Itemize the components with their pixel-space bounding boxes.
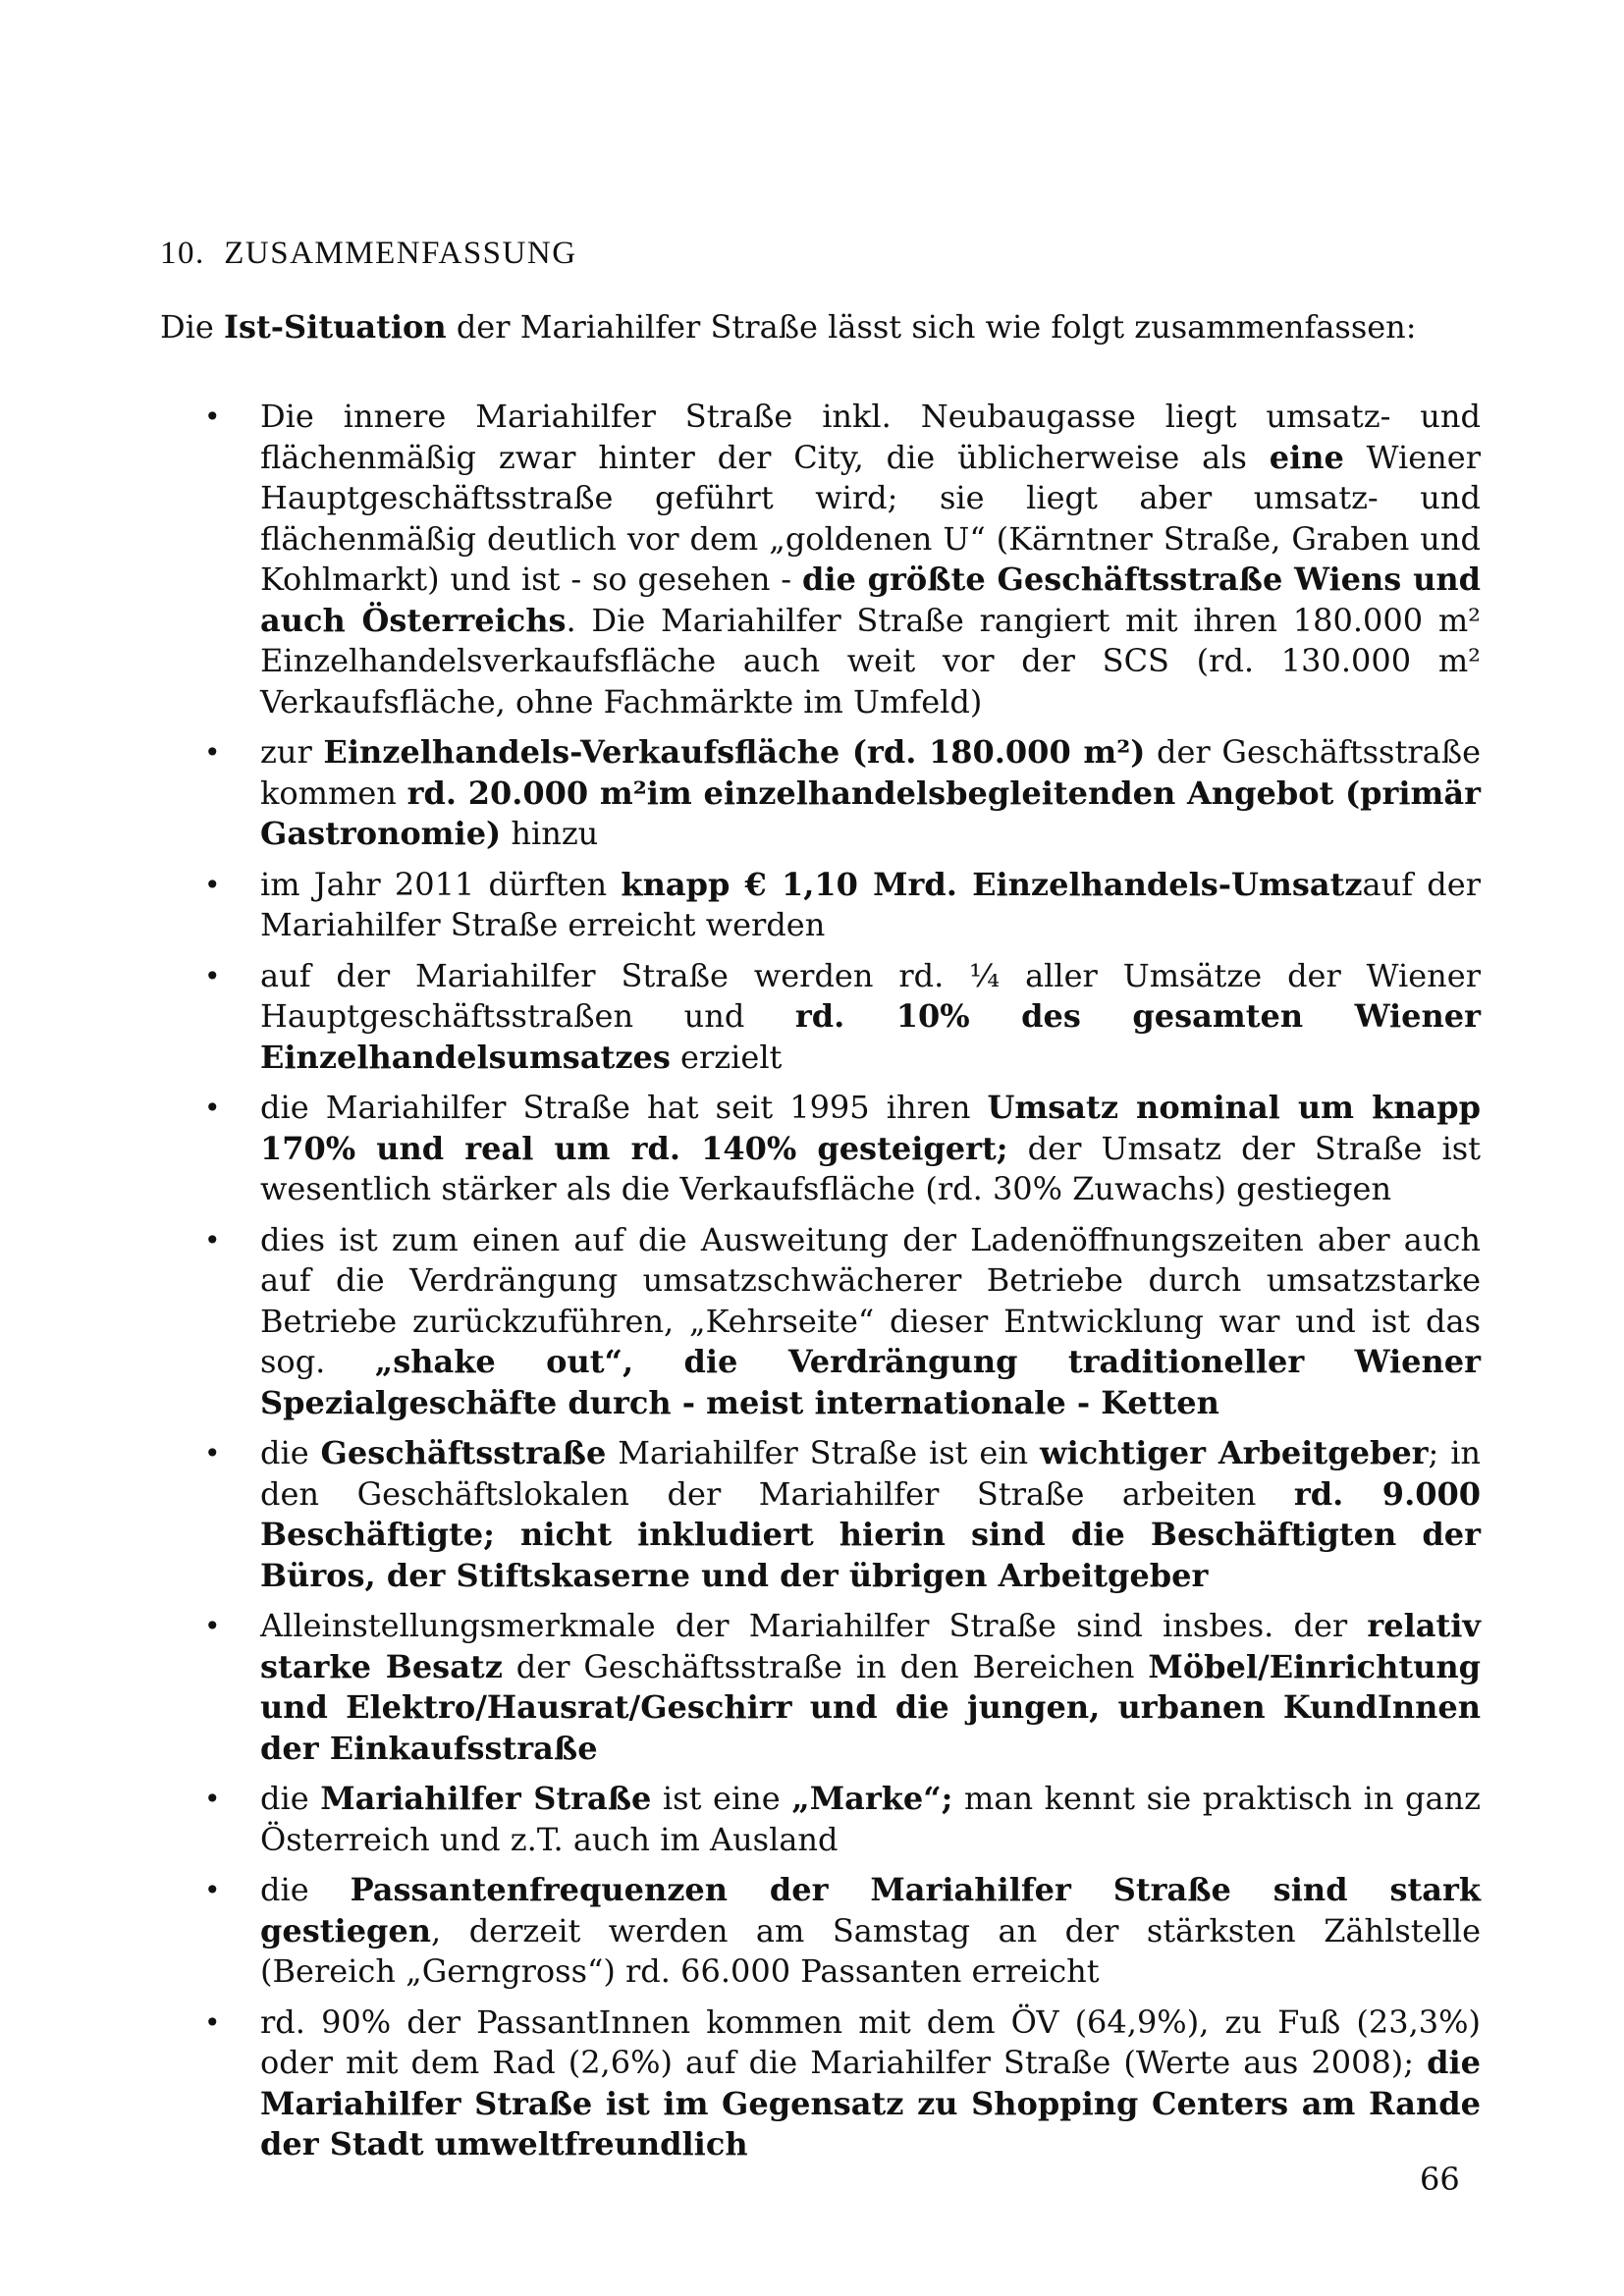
text-run: man kennt sie praktisch in ganz Österreich und z.T. auch im Ausland xyxy=(260,1780,1482,1858)
text-run: die xyxy=(260,1871,351,1908)
text-run: . Die Mariahilfer Straße rangiert mit ihren 180.000 m² Einzelhandelsverkaufsfläche auch weit vor der SCS (rd. 130.000 m² Verkaufsfläche, ohne Fachmärkte im Umfeld) xyxy=(260,601,1481,721)
summary-list-item xyxy=(160,1606,1481,1769)
text-run: Alleinstellungsmerkmale der Mariahilfer Straße sind insbes. der xyxy=(260,1607,1368,1644)
summary-list-item xyxy=(160,397,1481,722)
text-run: , derzeit werden am Samstag an der stärksten Zählstelle (Bereich „Gerngross“) rd. 66.000 Passanten erreicht xyxy=(260,1911,1481,1990)
summary-list-item xyxy=(160,956,1481,1079)
bold-text: Mariahilfer Straße xyxy=(320,1780,652,1817)
bold-text: wichtiger Arbeitgeber xyxy=(1040,1434,1429,1471)
bold-text: die größte Geschäftsstraße Wiens und auch Österreichs xyxy=(260,561,1482,639)
text-run: auf der Mariahilfer Straße erreicht werden xyxy=(260,865,1482,943)
text-run: rd. 90% der PassantInnen kommen mit dem ÖV (64,9%), zu Fuß (23,3%) oder mit dem Rad (2,6%) auf die Mariahilfer Straße (Werte aus 2008); xyxy=(260,2002,1481,2081)
text-run: hinzu xyxy=(501,815,599,852)
text-run: zur xyxy=(260,733,324,771)
bold-text: „shake out“, die Verdrängung traditioneller Wiener Spezialgeschäfte durch - meist internationale - Ketten xyxy=(260,1343,1482,1421)
bold-text: Passantenfrequenzen der Mariahilfer Straße sind stark gestiegen xyxy=(260,1871,1482,1949)
bold-text: Möbel/Einrichtung und Elektro/Hausrat/Geschirr und die jungen, urbanen KundInnen der Einkaufsstraße xyxy=(260,1647,1482,1767)
summary-list xyxy=(160,397,1481,2175)
page-number: 66 xyxy=(1420,2161,1460,2198)
summary-list-item xyxy=(160,865,1481,946)
summary-list-item xyxy=(160,1870,1481,1993)
text-run: der Geschäftsstraße kommen xyxy=(260,733,1482,812)
summary-list-item xyxy=(160,1433,1481,1596)
bold-text: Ist-Situation xyxy=(224,308,447,346)
summary-list-item xyxy=(160,1088,1481,1210)
text-run: Wiener Hauptgeschäftsstraße geführt wird; sie liegt aber umsatz- und flächenmäßig deutlich vor dem „goldenen U“ (Kärntner Straße, Graben und Kohlmarkt) und ist - so gesehen - xyxy=(260,438,1482,598)
bold-text: Geschäftsstraße xyxy=(320,1434,607,1471)
section-title: ZUSAMMENFASSUNG xyxy=(224,236,577,271)
summary-list-item xyxy=(160,732,1481,855)
text-run: die xyxy=(260,1434,321,1471)
bold-text: die Mariahilfer Straße ist im Gegensatz zu Shopping Centers am Rande der Stadt umweltfreundlich xyxy=(260,2044,1481,2163)
bold-text: knapp € 1,10 Mrd. Einzelhandels-Umsatz xyxy=(621,865,1363,903)
section-heading xyxy=(160,236,577,272)
text-run: der Umsatz der Straße ist wesentlich stärker als die Verkaufsfläche (rd. 30% Zuwachs) gestiegen xyxy=(260,1129,1482,1207)
text-run: die Mariahilfer Straße hat seit 1995 ihren xyxy=(260,1089,988,1126)
bold-text: rd. 20.000 m²im einzelhandelsbegleitenden Angebot (primär Gastronomie) xyxy=(260,774,1482,852)
bold-text: rd. 9.000 Beschäftigte; nicht inkludiert hierin sind die Beschäftigten der Büros, der Stiftskaserne und der übrigen Arbeitgeber xyxy=(260,1474,1482,1594)
text-run: Die xyxy=(160,308,224,346)
text-run: ; in den Geschäftslokalen der Mariahilfer Straße arbeiten xyxy=(260,1434,1482,1513)
text-run: Die innere Mariahilfer Straße inkl. Neubaugasse liegt umsatz- und flächenmäßig zwar hinter der City, die üblicherweise als xyxy=(260,398,1481,476)
text-run: die xyxy=(260,1780,321,1817)
intro-paragraph xyxy=(160,306,1476,347)
section-number: 10. xyxy=(160,236,205,271)
bold-text: „Marke“; xyxy=(791,1780,953,1817)
text-run: dies ist zum einen auf die Ausweitung der Ladenöffnungszeiten aber auch auf die Verdrängung umsatzschwächerer Betriebe durch umsatzstarke Betriebe zurückzuführen, „Kehrseite“ dieser Entwicklung war und ist das sog. xyxy=(260,1220,1481,1380)
summary-list-item xyxy=(160,1779,1481,1860)
bold-text: Einzelhandels-Verkaufsfläche (rd. 180.000 m²) xyxy=(323,733,1146,771)
text-run: auf der Mariahilfer Straße werden rd. ¼ aller Umsätze der Wiener Hauptgeschäftsstraßen und xyxy=(260,956,1481,1035)
text-run: erzielt xyxy=(670,1038,783,1076)
text-run: ist eine xyxy=(651,1780,792,1817)
bold-text: rd. 10% des gesamten Wiener Einzelhandelsumsatzes xyxy=(260,997,1481,1076)
text-run: der Mariahilfer Straße lässt sich wie folgt zusammenfassen: xyxy=(446,308,1417,346)
bold-text: Umsatz nominal um knapp 170% und real um rd. 140% gesteigert; xyxy=(260,1089,1481,1167)
summary-list-item xyxy=(160,1220,1481,1424)
bold-text: relativ starke Besatz xyxy=(260,1607,1481,1685)
bold-text: eine xyxy=(1269,438,1344,476)
text-run: der Geschäftsstraße in den Bereichen xyxy=(502,1647,1149,1685)
text-run: Mariahilfer Straße ist ein xyxy=(606,1434,1041,1471)
text-run: im Jahr 2011 dürften xyxy=(260,865,622,903)
summary-list-item xyxy=(160,2002,1481,2165)
